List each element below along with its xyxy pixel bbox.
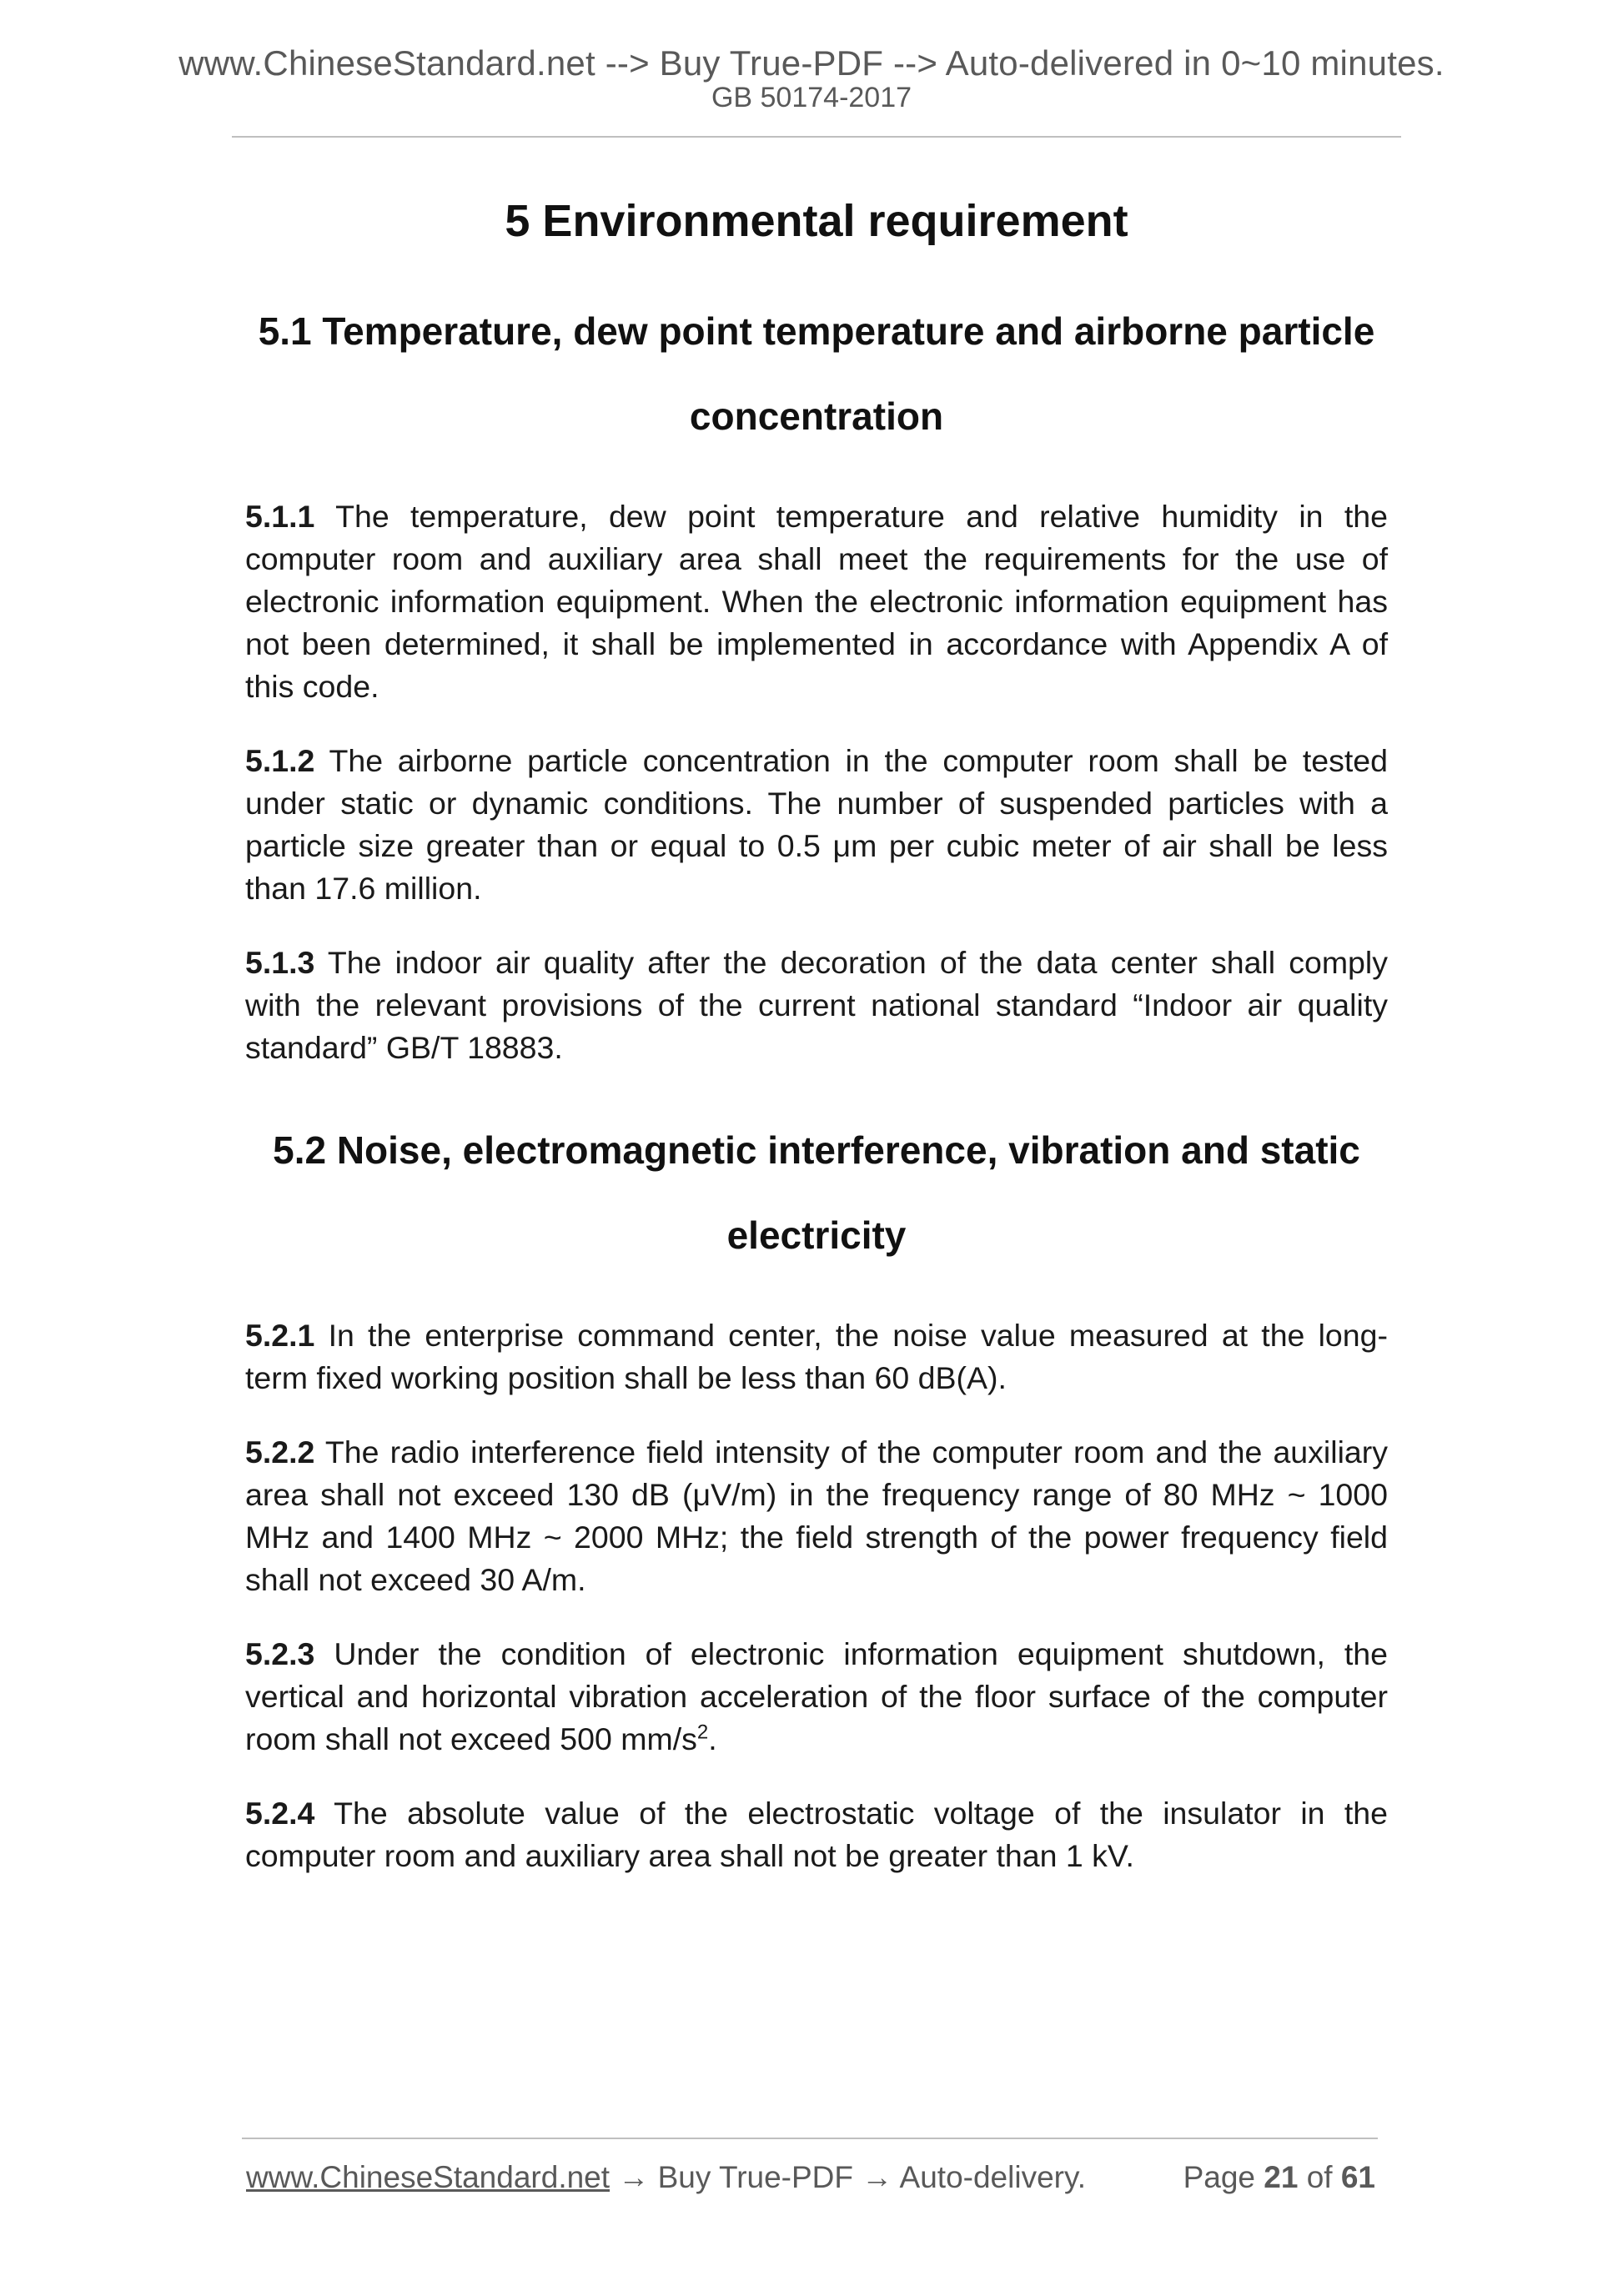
clause-5-1-1 <box>245 495 1388 708</box>
page-indicator <box>1183 2160 1375 2195</box>
document-code: GB 50174-2017 <box>711 82 912 113</box>
clause-5-2-2 <box>245 1431 1388 1601</box>
section-title-line-2: electricity <box>726 1213 907 1257</box>
arrow-right-icon: → <box>862 2160 893 2194</box>
clause-text: The temperature, dew point temperature and relative humidity in the computer room and auxiliary area shall meet the requirements for the use of electronic information equipment. When the electronic information equipment has not been determined, it shall be implemented in accordance with Appendix A of this code. <box>245 499 1388 704</box>
footer-divider <box>242 2138 1378 2139</box>
clause-suffix: . <box>708 1721 717 1756</box>
site-link[interactable]: www.ChineseStandard.net <box>246 2160 611 2194</box>
clause-number: 5.1.1 <box>245 499 315 534</box>
clause-number: 5.2.1 <box>245 1318 315 1353</box>
clause-number: 5.2.2 <box>245 1434 315 1470</box>
clause-5-1-2 <box>245 740 1388 910</box>
site-banner: www.ChineseStandard.net --> Buy True-PDF --> Auto-delivered in 0~10 minutes. <box>178 43 1445 83</box>
page-of: of <box>1306 2160 1333 2194</box>
clause-5-2-3 <box>245 1633 1388 1761</box>
clause-text: The indoor air quality after the decoration of the data center shall comply with the relevant provisions of the current national standard “Indoor air quality standard” GB/T 18883. <box>245 945 1388 1065</box>
clause-5-2-1 <box>245 1314 1388 1399</box>
clause-number: 5.2.4 <box>245 1796 315 1831</box>
clause-number: 5.2.3 <box>245 1636 315 1671</box>
superscript: 2 <box>696 1721 709 1744</box>
clause-text: Under the condition of electronic information equipment shutdown, the vertical and horizontal vibration acceleration of the floor surface of the computer room shall not exceed 500 mm/s <box>245 1636 1388 1756</box>
clause-number: 5.1.3 <box>245 945 315 980</box>
page-label: Page <box>1183 2160 1255 2194</box>
page-content <box>245 183 1388 1909</box>
clause-text: In the enterprise command center, the noise value measured at the long-term fixed working position shall be less than 60 dB(A). <box>245 1318 1388 1395</box>
clause-text: The absolute value of the electrostatic voltage of the insulator in the computer room and auxiliary area shall not be greater than 1 kV. <box>245 1796 1388 1873</box>
section-heading-5-2 <box>245 1108 1388 1278</box>
clause-5-2-4 <box>245 1792 1388 1877</box>
page-current: 21 <box>1264 2160 1299 2194</box>
page-total: 61 <box>1340 2160 1375 2194</box>
clause-text: The radio interference field intensity of the computer room and the auxiliary area shall not exceed 130 dB (μV/m) in the frequency range of 80 MHz ~ 1000 MHz and 1400 MHz ~ 2000 MHz; the field strength of the power frequency field shall not exceed 30 A/m. <box>245 1434 1388 1597</box>
arrow-right-icon: → <box>618 2160 650 2194</box>
chapter-title: 5 Environmental requirement <box>505 196 1128 246</box>
section-title-line-1: 5.2 Noise, electromagnetic interference, vibration and static <box>273 1128 1360 1172</box>
section-title-line-1: 5.1 Temperature, dew point temperature and airborne particle <box>258 309 1375 353</box>
header-divider <box>232 136 1401 138</box>
buy-text: Buy True-PDF <box>657 2160 854 2194</box>
clause-text: The airborne particle concentration in the computer room shall be tested under static or dynamic conditions. The number of suspended particles with a particle size greater than or equal to 0.5 μm per cubic meter of air shall be less than 17.6 million. <box>245 743 1388 906</box>
section-heading-5-1 <box>245 289 1388 459</box>
section-title-line-2: concentration <box>689 394 944 438</box>
delivery-text: Auto-delivery. <box>899 2160 1087 2194</box>
footer-promo <box>246 2160 1086 2195</box>
clause-number: 5.1.2 <box>245 743 315 778</box>
clause-5-1-3 <box>245 942 1388 1069</box>
